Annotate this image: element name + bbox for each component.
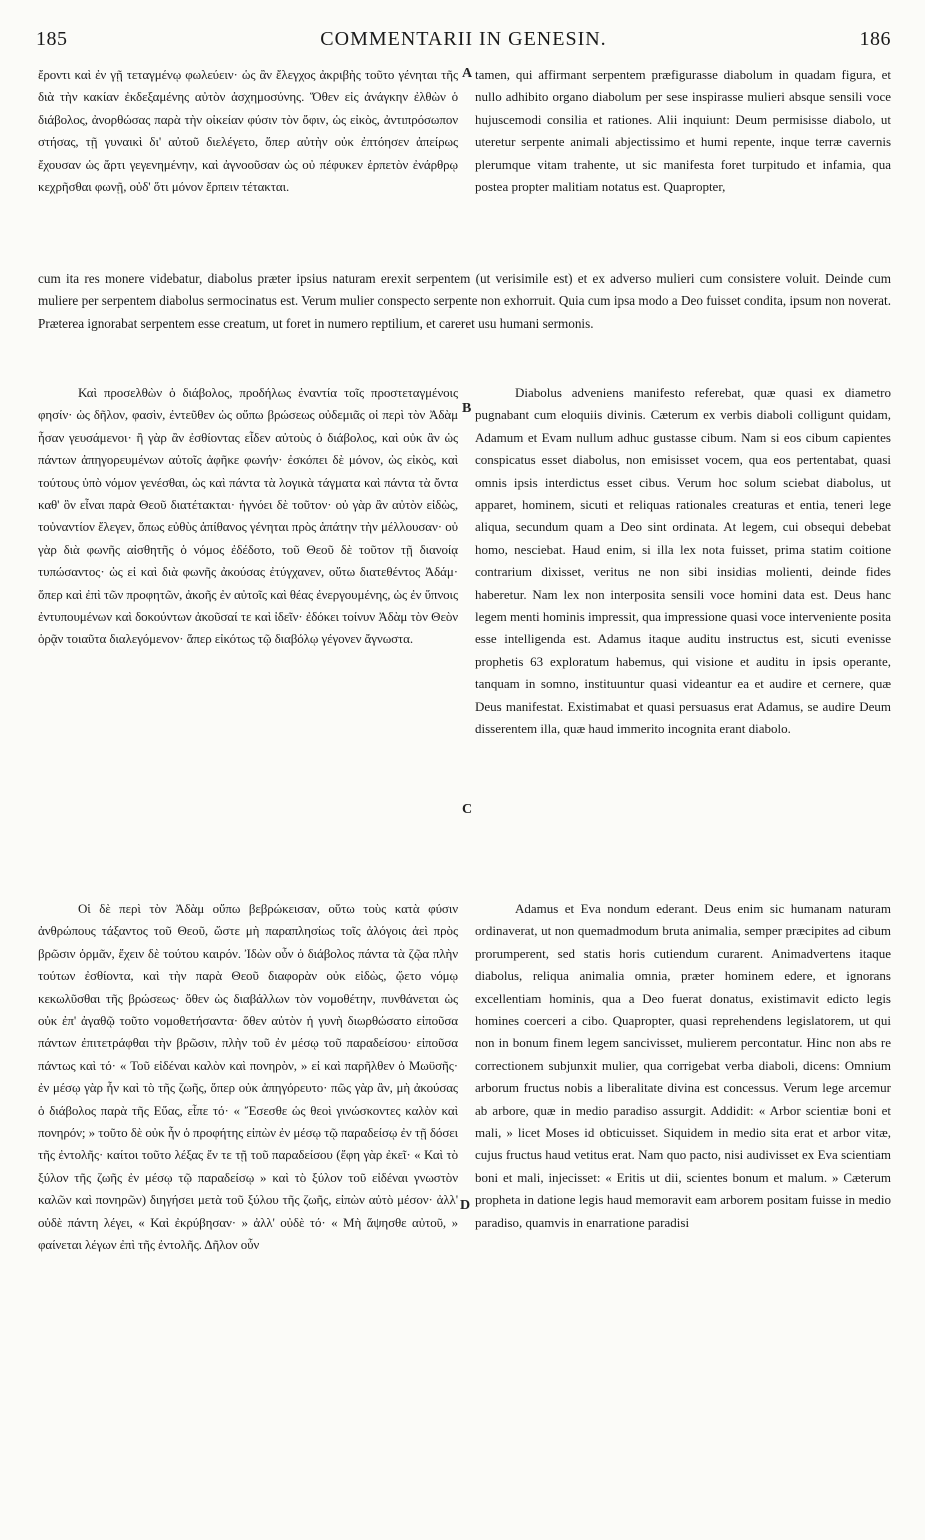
margin-marker-a: A [462, 66, 473, 81]
running-title: COMMENTARII IN GENESIN. [320, 28, 607, 50]
greek-column-section-2: Καὶ προσελθὼν ὁ διάβολος, προδήλως ἐναντία τοῖς προστεταγμένοις φησίν· ὡς δῆλον, φασὶν, ἐντεῦθεν ὡς οὔπω βρώσεως οὐδεμιᾶς οἱ περὶ τὸν Ἀδὰμ ἦσαν γευσάμενοι· ἢ γὰρ ἂν ἐσθίοντας εἶδεν αὐτοὺς ὁ διάβολος, καὶ οὐκ ἂν ὡς πάντων ἀπηγορευμένων αὐτοῖς ἀφῆκε φωνήν· ἐσκόπει δὲ μόνον, ὡς εἰκὸς, καὶ τούτους ὑπὸ νόμον γενέσθαι, ὡς καὶ πάντα τὰ λογικὰ τάγματα καὶ πάντα τὰ ὄντα καθ' ὃν εἶναι παρὰ Θεοῦ διατέτακται· ἠγνόει δὲ τοῦτον· οὐ γὰρ ἂν αὐτὸν εἰδὼς, τοὐναντίον ἔλεγεν, ὅπως εὐθὺς ἀπίθανος γένηται πρὸς ἀπάτην τὴν μέλλουσαν· οὐ γὰρ διὰ φωνῆς αἰσθητῆς ὁ νόμος ἐδέδοτο, τοῦ Θεοῦ δὲ τοῦτον τῇ διανοίᾳ τυπώσαντος· ὡς εἰ καὶ διὰ φωνῆς ἀκούσας ἐτύγχανεν, οὕτω διατεθέντος Ἀδάμ· ὅπερ καὶ ἐπὶ τῶν προφητῶν, ἀκοῆς ἐν αὐτοῖς καὶ θέας ἐνεργουμένης, ὡς ἐν ὕπνοις ἐντυπουμένων καὶ δοκούντων ἀκοῦσαί τε καὶ ἰδεῖν· ἐδόκει τοίνυν Ἀδὰμ τὸν Θεὸν ὁρᾷν τοιαῦτα διαλεγόμενον· ἅπερ εἰκότως τῷ διαβόλῳ γέγονεν ἄγνωστα. [38, 385, 458, 647]
latin-column-section-3: Adamus et Eva nondum ederant. Deus enim sic humanam naturam ordinaverat, ut non quemadmodum bruta animalia, semper præcipites ad cibum prorumperent, sed statis horis cutiendum curarent. Animadvertens itaque diabolus, reliqua animalia omnia, præter hominem edere, et ignorans excellentiam hominis, qua a Deo fuerat donatus, existimavit edicto legis homines coerceri a cibo. Quapropter, quasi reprehendens legislatorem, ut qui non in bonum finem legem sancivisset, mulierem percontatur. Hinc non abs re correctionem subjunxit mulier, qua corrigebat verba diaboli, dicens: Omnium arborum fructus nobis a liberalitate divina est concessus. Verum lege arcemur ab arbore, quæ in medio paradiso assurgit. Addidit: « Arbor scientiæ boni et mali, » licet Moses id obticuisset. Siquidem in medio sita erat et arbor vitæ, cujus fructus haud vetitus erat. Nam quo pacto, nisi audivisset ex Eva scientiam boni et mali, injecisset: « Eritis ut dii, scientes bonum et malum. » Cæterum propheta in datione legis haud memoravit eam arborem positam fuisse in medio paradiso, quamvis in enarratione paradisi [475, 901, 891, 1230]
latin-column-section-1: tamen, qui affirmant serpentem præfigurasse diabolum in quadam figura, et nullo adhibito organo diabolum per sese inspirasse mulieri absque sensili voce hujuscemodi consilia et rationes. Alii inquiunt: Deum permisisse diabolo, ut uteretur serpente animali abjectissimo et humi repente, inque terræ cavernis plerumque vitam trahente, ut sic manifesta foret turpitudo et infamia, qua postea propter malitiam notatus est. Quapropter, [475, 67, 891, 195]
margin-marker-c: C [462, 802, 473, 817]
greek-column-section-1: ἔροντι καὶ ἐν γῇ τεταγμένῳ φωλεύειν· ὡς ἂν ἔλεγχος ἀκριβὴς τοῦτο γένηται τῆς διὰ τὴν κακίαν ἐκδεξαμένης αὐτὸν ἀσχημοσύνης. Ὅθεν εἰς ἀνάγκην ἐλθὼν ὁ διάβολος, ἀνορθώσας παρὰ τὴν οἰκείαν φύσιν τὸν ὄφιν, ὡς εἰκὸς, ἀντιπρόσωπον στήσας, τῇ γυναικὶ δι' αὐτοῦ διελέγετο, ὅπερ αὐτὴν οὐκ ἐπτόησεν ἀπείρως ἔχουσαν ὡς ἄρτι γεγενημένην, καὶ ἀγνοοῦσαν ὡς οὐ πέφυκεν ἑρπετὸν ἐνάρθρῳ κεχρῆσθαι φωνῇ, οὐδ' ὅτι μόνον ἕρπειν τέτακται. [38, 67, 458, 195]
page-header [36, 28, 891, 58]
margin-marker-d: D [460, 1198, 471, 1213]
margin-marker-b: B [462, 401, 472, 416]
latin-column-section-2: Diabolus adveniens manifesto referebat, quæ quasi ex diametro pugnabant cum eloquiis divinis. Cæterum ex verbis diaboli colligunt quidam, Adamum et Evam nullum adhuc gustasse cibum. Nam si eos cibum capientes conspicatus esset diabolus, non emisisset vocem, qua eos pertentabat, quasi omnis ipsis interdictus esset cibus. Verum hoc solum sciebat diabolus, ut apparet, hominem, sicuti et reliquas rationales creaturas et entia, teneri lege aliqua, secundum quam a Deo sint ordinata. At legem, cui obsequi debebat homo, nesciebat. Haud enim, si illa lex nota fuisset, prima statim coitione contrarium dixisset, veritus ne non sibi insidias molienti, deinde fides haberetur. Nam lex non interposita sensili voce homini data est. Deus hanc legem menti hominis impressit, qua impressione quasi voce interveniente posita esse intelligenda est. Adamus itaque auditu instructus est, sicuti evenisse prophetis 63 exploratum habemus, qui visione et auditu in ipsis operante, tanquam in somno, instituuntur quasi videantur ea et audire et cernere, quæ Deus manifestat. Existimabat et quasi persuasus erat Adamus, se audire Deum disserentem illa, quæ haud immerito incognita erant diabolo. [475, 385, 891, 737]
latin-fullwidth-section-1: cum ita res monere videbatur, diabolus præter ipsius naturam erexit serpentem (ut verisimile est) et ex adverso mulieri cum consistere voluit. Deinde cum muliere per serpentem diabolus sermocinatus est. Verum mulier conspecto serpente non exhorruit. Quia cum ipsa modo a Deo fuisset condita, ipsum non noverat. Præterea ignorabat serpentem esse creatum, ut foret in numero reptilium, et careret usu humani sermonis. [38, 271, 891, 331]
page-number-right: 186 [859, 28, 891, 50]
page-number-left: 185 [36, 28, 68, 50]
greek-column-section-3: Οἱ δὲ περὶ τὸν Ἀδὰμ οὔπω βεβρώκεισαν, οὕτω τοὺς κατὰ φύσιν ἀνθρώπους τάξαντος τοῦ Θεοῦ, ὥστε μὴ παραπλησίως τοῖς ἀλόγοις ἀεὶ πρὸς βρῶσιν ὁρμᾶν, ἔχειν δὲ τούτου καιρόν. Ἰδὼν οὖν ὁ διάβολος πάντα τὰ ζῷα πλὴν τούτων ἐσθίοντα, καὶ τὴν παρὰ Θεοῦ διαφορὰν οὐκ εἰδὼς, ᾤετο νόμῳ κεκωλῦσθαι τῆς βρώσεως· ὅθεν ὡς διαβάλλων τὸν νομοθέτην, πυνθάνεται ὡς οὐκ ἐπ' ἀγαθῷ τοῦτο νομοθετήσαντα· ὅθεν αὐτὸν ἡ γυνὴ διωρθώσατο εἰποῦσα πάντων ἐπιτετράφθαι τὴν βρῶσιν, πλὴν τοῦ ἐν μέσῳ τοῦ παραδείσου· εἰποῦσα πάντως καὶ τό· « Τοῦ εἰδέναι καλὸν καὶ πονηρὸν, » εἰ καὶ παρῆλθεν ὁ Μωϋσῆς· ἐν μέσῳ γὰρ ἦν καὶ τὸ τῆς ζωῆς, ὅπερ οὐκ ἀπηγόρευτο· πῶς γὰρ ἂν, μὴ ἀκούσας ὁ διάβολος παρὰ τῆς Εὔας, εἶπε τό· « Ἔσεσθε ὡς θεοὶ γινώσκοντες καλὸν καὶ πονηρόν; » τοῦτο δὲ οὐκ ἦν ὁ προφήτης εἰπὼν ἐν μέσῳ τῷ παραδείσῳ ἐν τῇ δόσει τῆς ἐντολῆς· καίτοι τοῦτο λέξας ἔν τε τῇ τοῦ παραδείσου (ἔφη γὰρ ἐκεῖ· « Καὶ τὸ ξύλον τῆς ζωῆς ἐν μέσῳ τῷ παραδείσῳ » καὶ τὸ ξύλον τοῦ εἰδέναι γνωστὸν καλῶν καὶ πονηρῶν) διηγήσει μετὰ τοῦ ξύλου τῆς ζωῆς, εἰπὼν αὐτὸ μέσον· ἀλλ' οὐδὲ πάντη λέγει, « Καὶ ἐκρύβησαν· » ἀλλ' οὐδὲ τό· « Μὴ ἅψησθε αὐτοῦ, » φαίνεται λέγων ἐπὶ τῆς ἐντολῆς. Δῆλον οὖν [38, 901, 458, 1253]
